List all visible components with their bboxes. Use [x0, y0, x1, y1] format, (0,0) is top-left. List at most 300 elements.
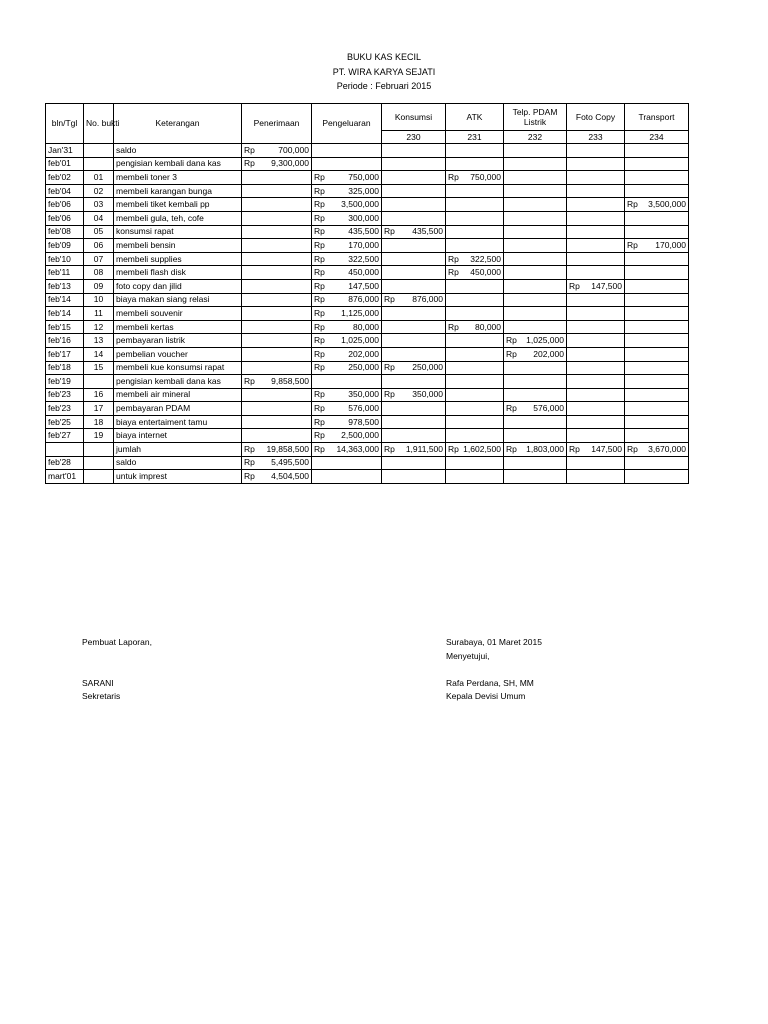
cell-date: feb'01: [46, 157, 84, 171]
table-row: [46, 456, 689, 470]
cell-foto: [567, 388, 625, 402]
table-row: [46, 375, 689, 389]
cell-date: feb'10: [46, 252, 84, 266]
cell-atk: [446, 266, 504, 280]
cell-foto: [567, 307, 625, 321]
cell-atk: [446, 456, 504, 470]
cell-telp: [504, 279, 567, 293]
cell-foto: [567, 279, 625, 293]
col-header-transport: Transport: [625, 104, 689, 131]
cell-desc: pembayaran listrik: [114, 334, 242, 348]
cell-desc: membeli flash disk: [114, 266, 242, 280]
table-row: [46, 157, 689, 171]
cell-foto: [567, 198, 625, 212]
cell-foto: [567, 415, 625, 429]
cell-transport: [625, 279, 689, 293]
cell-out: [312, 334, 382, 348]
cell-desc: untuk imprest: [114, 470, 242, 484]
cell-foto: [567, 361, 625, 375]
cell-in: [242, 334, 312, 348]
cell-out: [312, 239, 382, 253]
cell-no: 03: [84, 198, 114, 212]
cell-atk: [446, 157, 504, 171]
cell-konsumsi: [382, 171, 446, 185]
cell-foto: [567, 347, 625, 361]
cell-no: 07: [84, 252, 114, 266]
cell-konsumsi: [382, 239, 446, 253]
cell-in: [242, 307, 312, 321]
amount-value: 350,000: [348, 389, 379, 400]
cell-desc: membeli supplies: [114, 252, 242, 266]
cell-desc: pembelian voucher: [114, 347, 242, 361]
amount-value: 450,000: [348, 267, 379, 278]
table-row: [46, 266, 689, 280]
amount-value: 350,000: [412, 389, 443, 400]
cell-atk: [446, 307, 504, 321]
cell-konsumsi: [382, 388, 446, 402]
cell-out: [312, 225, 382, 239]
amount-value: 2,500,000: [341, 430, 379, 441]
table-row: [46, 361, 689, 375]
company-name: PT. WIRA KARYA SEJATI: [332, 67, 436, 77]
cell-atk: [446, 171, 504, 185]
col-header-in: Penerimaan: [242, 104, 312, 144]
cell-no: 19: [84, 429, 114, 443]
amount-value: 576,000: [533, 403, 564, 414]
cell-atk: [446, 184, 504, 198]
amount-value: 1,803,000: [526, 443, 564, 454]
cell-date: feb'27: [46, 429, 84, 443]
cell-konsumsi: [382, 252, 446, 266]
table-row: [46, 239, 689, 253]
cell-out: [312, 307, 382, 321]
currency-label: Rp: [384, 294, 395, 305]
cell-no: [84, 470, 114, 484]
table-row: [46, 429, 689, 443]
col-header-konsumsi: Konsumsi: [382, 104, 446, 131]
cell-konsumsi: [382, 470, 446, 484]
cell-transport: [625, 443, 689, 457]
cell-date: feb'28: [46, 456, 84, 470]
cell-transport: [625, 402, 689, 416]
cell-no: 18: [84, 415, 114, 429]
cell-no: [84, 144, 114, 158]
cell-transport: [625, 470, 689, 484]
cell-foto: [567, 293, 625, 307]
cell-atk: [446, 443, 504, 457]
amount-value: 3,500,000: [648, 199, 686, 210]
currency-label: Rp: [314, 253, 325, 264]
cell-in: [242, 279, 312, 293]
cell-atk: [446, 252, 504, 266]
currency-label: Rp: [314, 280, 325, 291]
currency-label: Rp: [314, 403, 325, 414]
cell-in: [242, 184, 312, 198]
cell-atk: [446, 402, 504, 416]
cell-atk: [446, 211, 504, 225]
cell-in: [242, 320, 312, 334]
cell-telp: [504, 266, 567, 280]
cell-no: 09: [84, 279, 114, 293]
cell-transport: [625, 293, 689, 307]
cell-telp: [504, 429, 567, 443]
table-row: [46, 144, 689, 158]
cell-no: 04: [84, 211, 114, 225]
amount-value: 3,670,000: [648, 443, 686, 454]
cell-out: [312, 470, 382, 484]
table-row: [46, 225, 689, 239]
cell-date: Jan'31: [46, 144, 84, 158]
cell-date: feb'06: [46, 198, 84, 212]
currency-label: Rp: [448, 253, 459, 264]
cell-telp: [504, 211, 567, 225]
cell-out: [312, 184, 382, 198]
currency-label: Rp: [314, 348, 325, 359]
amount-value: 4,504,500: [271, 471, 309, 482]
currency-label: Rp: [244, 457, 255, 468]
cell-telp: [504, 443, 567, 457]
cell-telp: [504, 293, 567, 307]
cell-in: [242, 252, 312, 266]
cell-desc: pengisian kembali dana kas: [114, 157, 242, 171]
cell-desc: membeli kue konsumsi rapat: [114, 361, 242, 375]
amount-value: 1,125,000: [341, 307, 379, 318]
amount-value: 80,000: [353, 321, 379, 332]
currency-label: Rp: [314, 226, 325, 237]
cell-transport: [625, 225, 689, 239]
currency-label: Rp: [314, 267, 325, 278]
cell-telp: [504, 184, 567, 198]
cell-transport: [625, 375, 689, 389]
cell-atk: [446, 198, 504, 212]
cell-date: feb'02: [46, 171, 84, 185]
cell-telp: [504, 415, 567, 429]
amount-value: 147,500: [348, 280, 379, 291]
amount-value: 700,000: [278, 144, 309, 155]
cell-transport: [625, 334, 689, 348]
table-row: [46, 307, 689, 321]
cell-in: [242, 198, 312, 212]
cell-in: [242, 266, 312, 280]
currency-label: Rp: [569, 280, 580, 291]
cell-desc: membeli karangan bunga: [114, 184, 242, 198]
currency-label: Rp: [314, 199, 325, 210]
cell-no: 06: [84, 239, 114, 253]
cell-in: [242, 429, 312, 443]
cell-date: feb'04: [46, 184, 84, 198]
cell-out: [312, 375, 382, 389]
currency-label: Rp: [448, 171, 459, 182]
cell-in: [242, 211, 312, 225]
cell-telp: [504, 456, 567, 470]
code-transport: 234: [625, 131, 689, 144]
cell-desc: membeli toner 3: [114, 171, 242, 185]
cell-in: [242, 293, 312, 307]
cell-desc: pengisian kembali dana kas: [114, 375, 242, 389]
code-telp: 232: [504, 131, 567, 144]
table-row: [46, 279, 689, 293]
cell-no: [84, 157, 114, 171]
cell-konsumsi: [382, 198, 446, 212]
amount-value: 325,000: [348, 185, 379, 196]
amount-value: 322,500: [470, 253, 501, 264]
amount-value: 9,858,500: [271, 375, 309, 386]
cell-out: [312, 429, 382, 443]
amount-value: 300,000: [348, 212, 379, 223]
cell-no: 01: [84, 171, 114, 185]
cell-transport: [625, 307, 689, 321]
cell-desc: membeli gula, teh, cofe: [114, 211, 242, 225]
amount-value: 147,500: [591, 443, 622, 454]
cell-transport: [625, 184, 689, 198]
amount-value: 978,500: [348, 416, 379, 427]
currency-label: Rp: [384, 226, 395, 237]
cell-no: 11: [84, 307, 114, 321]
cell-atk: [446, 388, 504, 402]
cell-out: [312, 266, 382, 280]
cell-transport: [625, 429, 689, 443]
cell-no: 17: [84, 402, 114, 416]
cell-out: [312, 320, 382, 334]
amount-value: 14,363,000: [336, 443, 379, 454]
amount-value: 9,300,000: [271, 158, 309, 169]
amount-value: 435,500: [348, 226, 379, 237]
cell-transport: [625, 198, 689, 212]
cell-telp: [504, 239, 567, 253]
cell-transport: [625, 388, 689, 402]
cell-date: feb'23: [46, 388, 84, 402]
cell-out: [312, 388, 382, 402]
amount-value: 19,858,500: [266, 443, 309, 454]
cell-foto: [567, 320, 625, 334]
table-row: [46, 402, 689, 416]
cell-foto: [567, 402, 625, 416]
currency-label: Rp: [448, 321, 459, 332]
cell-atk: [446, 470, 504, 484]
cell-atk: [446, 361, 504, 375]
col-header-telp: Telp. PDAM Listrik: [504, 104, 567, 131]
currency-label: Rp: [314, 294, 325, 305]
amount-value: 250,000: [412, 362, 443, 373]
currency-label: Rp: [448, 443, 459, 454]
cell-desc: membeli tiket kembali pp: [114, 198, 242, 212]
cell-desc: saldo: [114, 144, 242, 158]
currency-label: Rp: [314, 171, 325, 182]
amount-value: 202,000: [533, 348, 564, 359]
table-row: [46, 184, 689, 198]
amount-value: 322,500: [348, 253, 379, 264]
currency-label: Rp: [384, 443, 395, 454]
currency-label: Rp: [627, 443, 638, 454]
amount-value: 876,000: [412, 294, 443, 305]
cell-no: 12: [84, 320, 114, 334]
cell-desc: konsumsi rapat: [114, 225, 242, 239]
amount-value: 750,000: [348, 171, 379, 182]
cell-no: [84, 443, 114, 457]
cell-telp: [504, 361, 567, 375]
col-header-out: Pengeluaran: [312, 104, 382, 144]
amount-value: 435,500: [412, 226, 443, 237]
currency-label: Rp: [314, 239, 325, 250]
table-row: [46, 347, 689, 361]
cell-konsumsi: [382, 211, 446, 225]
cell-atk: [446, 293, 504, 307]
amount-value: 170,000: [348, 239, 379, 250]
cell-date: [46, 443, 84, 457]
currency-label: Rp: [448, 267, 459, 278]
currency-label: Rp: [627, 239, 638, 250]
cell-telp: [504, 157, 567, 171]
cell-foto: [567, 266, 625, 280]
cell-foto: [567, 171, 625, 185]
cell-desc: membeli souvenir: [114, 307, 242, 321]
cell-atk: [446, 375, 504, 389]
cell-konsumsi: [382, 347, 446, 361]
cell-out: [312, 402, 382, 416]
cell-in: [242, 470, 312, 484]
cell-transport: [625, 361, 689, 375]
currency-label: Rp: [314, 335, 325, 346]
cell-konsumsi: [382, 293, 446, 307]
cell-atk: [446, 347, 504, 361]
cell-out: [312, 198, 382, 212]
cell-atk: [446, 225, 504, 239]
cell-date: feb'09: [46, 239, 84, 253]
cell-date: feb'14: [46, 307, 84, 321]
currency-label: Rp: [627, 199, 638, 210]
amount-value: 5,495,500: [271, 457, 309, 468]
amount-value: 80,000: [475, 321, 501, 332]
approver-name: Rafa Perdana, SH, MM: [446, 678, 534, 688]
cell-date: feb'15: [46, 320, 84, 334]
currency-label: Rp: [314, 212, 325, 223]
cell-telp: [504, 347, 567, 361]
cell-transport: [625, 252, 689, 266]
cell-konsumsi: [382, 456, 446, 470]
maker-role: Sekretaris: [82, 691, 121, 701]
amount-value: 250,000: [348, 362, 379, 373]
code-konsumsi: 230: [382, 131, 446, 144]
cell-no: 14: [84, 347, 114, 361]
cell-konsumsi: [382, 279, 446, 293]
cell-no: 08: [84, 266, 114, 280]
cell-konsumsi: [382, 266, 446, 280]
cell-transport: [625, 320, 689, 334]
cell-konsumsi: [382, 225, 446, 239]
cell-out: [312, 157, 382, 171]
cell-telp: [504, 470, 567, 484]
cell-in: [242, 225, 312, 239]
currency-label: Rp: [244, 158, 255, 169]
cell-date: feb'25: [46, 415, 84, 429]
table-row: [46, 415, 689, 429]
cell-foto: [567, 429, 625, 443]
table-row: [46, 320, 689, 334]
cell-no: 05: [84, 225, 114, 239]
cell-transport: [625, 456, 689, 470]
cell-in: [242, 456, 312, 470]
amount-value: 202,000: [348, 348, 379, 359]
table-row: [46, 470, 689, 484]
cell-telp: [504, 198, 567, 212]
cell-desc: biaya internet: [114, 429, 242, 443]
cell-no: 13: [84, 334, 114, 348]
maker-name: SARANI: [82, 678, 114, 688]
cell-konsumsi: [382, 402, 446, 416]
cell-atk: [446, 279, 504, 293]
amount-value: 1,602,500: [463, 443, 501, 454]
cell-desc: biaya makan siang relasi: [114, 293, 242, 307]
col-header-desc: Keterangan: [114, 104, 242, 144]
amount-value: 750,000: [470, 171, 501, 182]
cell-transport: [625, 415, 689, 429]
currency-label: Rp: [314, 362, 325, 373]
currency-label: Rp: [244, 375, 255, 386]
amount-value: 576,000: [348, 403, 379, 414]
table-row: [46, 388, 689, 402]
cell-desc: membeli air mineral: [114, 388, 242, 402]
amount-value: 876,000: [348, 294, 379, 305]
table-row: [46, 293, 689, 307]
cell-transport: [625, 171, 689, 185]
cell-date: feb'19: [46, 375, 84, 389]
cell-atk: [446, 144, 504, 158]
cell-out: [312, 443, 382, 457]
col-header-atk: ATK: [446, 104, 504, 131]
cell-date: feb'23: [46, 402, 84, 416]
cell-foto: [567, 334, 625, 348]
cell-desc: biaya entertaiment tamu: [114, 415, 242, 429]
cell-konsumsi: [382, 361, 446, 375]
cell-telp: [504, 307, 567, 321]
currency-label: Rp: [384, 389, 395, 400]
col-header-date: bln/Tgl: [46, 104, 84, 144]
cell-out: [312, 171, 382, 185]
cell-in: [242, 388, 312, 402]
cell-transport: [625, 347, 689, 361]
table-row: [46, 334, 689, 348]
cell-konsumsi: [382, 184, 446, 198]
table-row: [46, 198, 689, 212]
cell-konsumsi: [382, 375, 446, 389]
cell-in: [242, 361, 312, 375]
amount-value: 1,911,500: [405, 443, 443, 454]
cell-date: feb'16: [46, 334, 84, 348]
currency-label: Rp: [384, 362, 395, 373]
cell-telp: [504, 402, 567, 416]
cell-out: [312, 144, 382, 158]
cell-in: [242, 157, 312, 171]
cell-out: [312, 347, 382, 361]
cell-konsumsi: [382, 144, 446, 158]
cell-foto: [567, 157, 625, 171]
currency-label: Rp: [506, 348, 517, 359]
amount-value: 3,500,000: [341, 199, 379, 210]
approver-label: Menyetujui,: [446, 651, 490, 661]
cell-desc: membeli bensin: [114, 239, 242, 253]
cell-telp: [504, 388, 567, 402]
cell-atk: [446, 334, 504, 348]
cell-in: [242, 171, 312, 185]
cell-transport: [625, 144, 689, 158]
currency-label: Rp: [569, 443, 580, 454]
cell-no: [84, 456, 114, 470]
currency-label: Rp: [314, 321, 325, 332]
cell-konsumsi: [382, 320, 446, 334]
cell-date: feb'18: [46, 361, 84, 375]
report-title: BUKU KAS KECIL: [346, 52, 422, 62]
approver-place-date: Surabaya, 01 Maret 2015: [446, 637, 542, 647]
